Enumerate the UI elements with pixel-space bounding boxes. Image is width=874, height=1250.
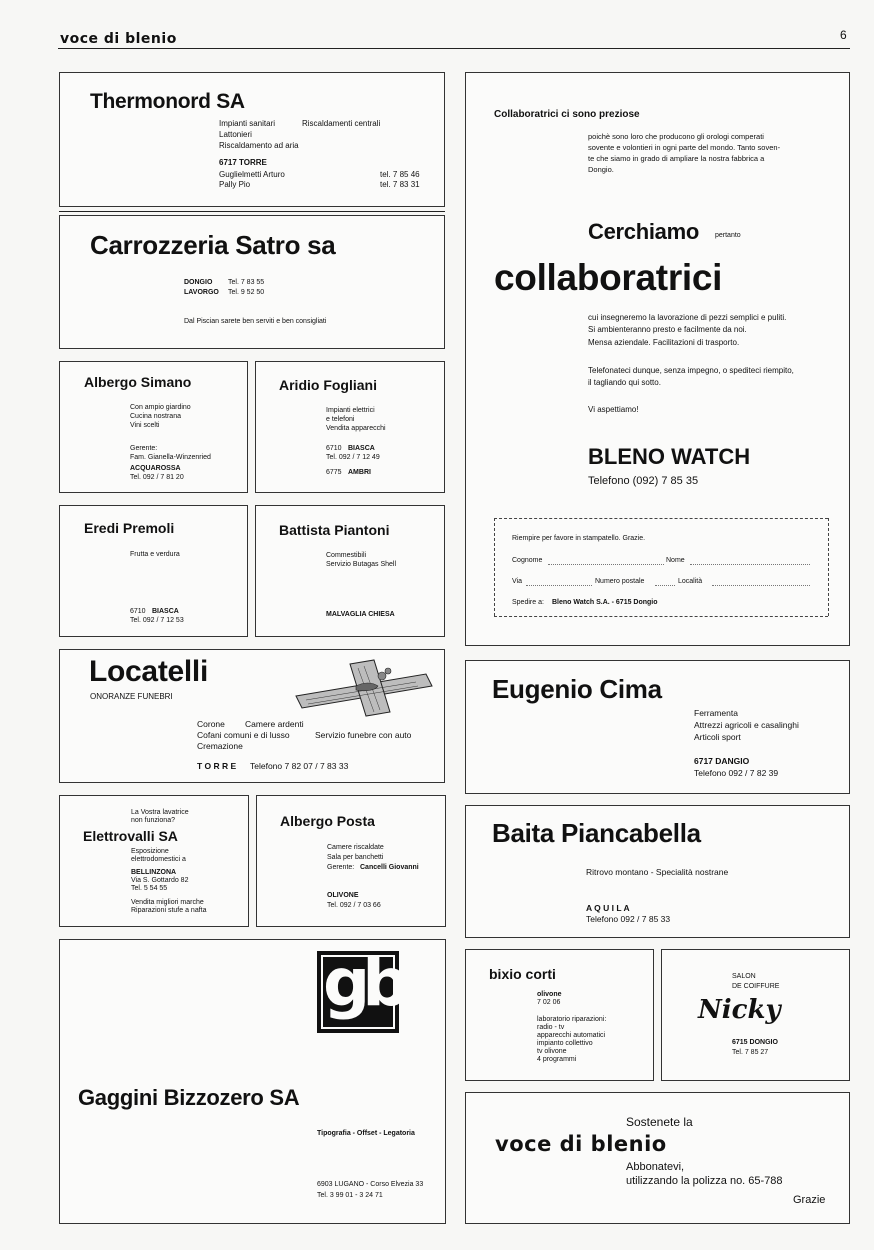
fogliani-place2: AMBRI: [348, 469, 371, 476]
cima-name: Eugenio Cima: [492, 674, 662, 704]
thermonord-service3: Lattonieri: [219, 130, 252, 139]
coupon-street-label: Via: [512, 578, 522, 585]
posta-place: OLIVONE: [327, 892, 359, 899]
ad-thermonord: [59, 72, 445, 207]
coupon-surname-label: Cognome: [512, 557, 543, 564]
piancabella-name: Baita Piancabella: [492, 818, 701, 848]
thermonord-bottom-rule: [59, 211, 445, 212]
piantoni-line2: Servizio Butagas Shell: [326, 561, 397, 568]
locatelli-line2b: Servizio funebre con auto: [315, 730, 412, 740]
bleno-para1-l4: Dongio.: [588, 165, 614, 174]
gaggini-services: Tipografia - Offset - Legatoria: [317, 1130, 415, 1137]
bixio-line1: laboratorio riparazioni:: [537, 1016, 607, 1023]
header-publication: voce di blenio: [60, 31, 177, 47]
bleno-para1-l1: poichè sono loro che producono gli orologi comperati: [588, 132, 764, 141]
simano-line3: Vini scelti: [130, 422, 160, 429]
voce-line3: utilizzando la polizza no. 65-788: [626, 1175, 783, 1187]
satro-place1: DONGIO: [184, 279, 213, 286]
bixio-line6: 4 programmi: [537, 1056, 577, 1063]
cima-place: 6717 DANGIO: [694, 756, 750, 766]
fogliani-place-code: 6710: [326, 445, 342, 452]
ad-locatelli: [59, 649, 445, 783]
gaggini-tel: Tel. 3 99 01 - 3 24 71: [317, 1192, 383, 1199]
elettrovalli-q2: non funziona?: [131, 817, 175, 824]
fogliani-place2-code: 6775: [326, 469, 342, 476]
cima-phone: Telefono 092 / 7 82 39: [694, 768, 779, 778]
satro-place2: LAVORGO: [184, 289, 219, 296]
fogliani-name: Aridio Fogliani: [279, 377, 377, 393]
ad-fogliani: [255, 361, 445, 493]
ad-nicky: [661, 949, 850, 1081]
coupon-name-label: Nome: [666, 557, 685, 564]
coupon-send-to-label: Spedire a:: [512, 599, 544, 606]
coupon-left-border: [494, 518, 495, 616]
thermonord-service4: Riscaldamento ad aria: [219, 141, 299, 150]
ad-gaggini: [59, 939, 446, 1224]
gaggini-name: Gaggini Bizzozero SA: [78, 1085, 300, 1110]
posta-manager: Cancelli Giovanni: [360, 864, 419, 871]
locatelli-phone: Telefono 7 82 07 / 7 83 33: [250, 761, 349, 771]
nicky-place: 6715 DONGIO: [732, 1039, 778, 1046]
piancabella-line1: Ritrovo montano - Specialità nostrane: [586, 867, 729, 877]
fogliani-line1: Impianti elettrici: [326, 407, 375, 414]
bleno-pertanto: pertanto: [715, 232, 741, 239]
thermonord-service2: Riscaldamenti centrali: [302, 119, 381, 128]
nicky-salon1: SALON: [732, 973, 756, 980]
satro-tel2: Tel. 9 52 50: [228, 289, 265, 296]
nicky-name: Nicky: [698, 995, 781, 1025]
coupon-town-label: Località: [678, 578, 703, 585]
fogliani-line3: Vendita apparecchi: [326, 425, 386, 432]
coupon-top-border: [494, 518, 828, 519]
satro-tel1: Tel. 7 83 55: [228, 279, 265, 286]
posta-line2: Sala per banchetti: [327, 854, 384, 861]
bleno-heading: Collaboratrici ci sono preziose: [494, 109, 640, 120]
elettrovalli-line2: elettrodomestici a: [131, 856, 186, 863]
cima-line3: Articoli sport: [694, 732, 741, 742]
simano-line2: Cucina nostrana: [130, 413, 181, 420]
thermonord-person2: Pally Pio: [219, 180, 251, 189]
ad-posta: [256, 795, 446, 927]
simano-tel: Tel. 092 / 7 81 20: [130, 474, 184, 481]
voce-name: voce di blenio: [495, 1132, 667, 1156]
premoli-name: Eredi Premoli: [84, 520, 175, 536]
bixio-name: bixio corti: [489, 966, 556, 982]
bleno-collaboratrici: collaboratrici: [494, 257, 723, 298]
voce-line1: Sostenete la: [626, 1115, 693, 1129]
page-number: 6: [840, 28, 847, 42]
posta-line1: Camere riscaldate: [327, 844, 384, 851]
elettrovalli-line1: Esposizione: [131, 848, 169, 855]
voce-line2: Abbonatevi,: [626, 1161, 685, 1173]
elettrovalli-q1: La Vostra lavatrice: [131, 809, 189, 816]
gaggini-address: 6903 LUGANO - Corso Elvezia 33: [317, 1181, 424, 1188]
coupon-street-field[interactable]: [526, 577, 592, 586]
fogliani-tel: Tel. 092 / 7 12 49: [326, 454, 380, 461]
coupon-bottom-border: [494, 616, 828, 617]
coupon-name-field[interactable]: [690, 556, 810, 565]
simano-manager-label: Gerente:: [130, 445, 158, 452]
coupon-send-to: Bleno Watch S.A. - 6715 Dongio: [552, 599, 658, 606]
simano-line1: Con ampio giardino: [130, 404, 191, 411]
simano-name: Albergo Simano: [84, 374, 192, 390]
premoli-place: BIASCA: [152, 608, 179, 615]
locatelli-place: T O R R E: [197, 761, 237, 771]
coupon-surname-field[interactable]: [548, 556, 664, 565]
piancabella-place: A Q U I L A: [586, 903, 630, 913]
cima-line1: Ferramenta: [694, 708, 738, 718]
premoli-line1: Frutta e verdura: [130, 551, 180, 558]
elettrovalli-place: BELLINZONA: [131, 869, 177, 876]
nicky-tel: Tel. 7 85 27: [732, 1049, 769, 1056]
ad-simano: [59, 361, 248, 493]
bleno-cerchiamo: Cerchiamo: [588, 219, 700, 244]
bleno-phone: Telefono (092) 7 85 35: [588, 475, 699, 487]
bixio-place: olivone: [537, 991, 562, 998]
bixio-line4: impianto collettivo: [537, 1040, 593, 1047]
premoli-tel: Tel. 092 / 7 12 53: [130, 617, 184, 624]
piantoni-line1: Commestibili: [326, 552, 367, 559]
satro-slogan: Dal Piscian sarete ben serviti e ben consigliati: [184, 318, 327, 325]
fogliani-place: BIASCA: [348, 445, 375, 452]
bleno-para2-l2: Si ambienteranno presto e facilmente da noi.: [588, 325, 747, 334]
ad-satro: [59, 215, 445, 349]
coupon-right-border: [828, 518, 829, 616]
ad-elettrovalli: [59, 795, 249, 927]
piancabella-phone: Telefono 092 / 7 85 33: [586, 914, 671, 924]
fogliani-line2: e telefoni: [326, 416, 355, 423]
coupon-town-field[interactable]: [712, 577, 810, 586]
simano-place: ACQUAROSSA: [130, 465, 181, 472]
thermonord-tel2: tel. 7 83 31: [380, 180, 420, 189]
bixio-line2: radio - tv: [537, 1024, 565, 1031]
locatelli-name: Locatelli: [89, 655, 208, 688]
thermonord-service1: Impianti sanitari: [219, 119, 276, 128]
locatelli-line2a: Cofani comuni e di lusso: [197, 730, 290, 740]
posta-name: Albergo Posta: [280, 813, 375, 829]
gaggini-logo-text: gb: [323, 944, 402, 1021]
bleno-para1-l3: te che siamo in grado di ampliare la nostra fabbrica a: [588, 154, 765, 163]
elettrovalli-tel: Tel. 5 54 55: [131, 885, 168, 892]
bleno-para2-l3: Mensa aziendale. Facilitazioni di trasporto.: [588, 338, 740, 347]
bleno-para4: Vi aspettiamo!: [588, 405, 639, 414]
premoli-place-code: 6710: [130, 608, 146, 615]
elettrovalli-line4: Riparazioni stufe a nafta: [131, 907, 207, 914]
bleno-para3-l2: il tagliando qui sotto.: [588, 378, 661, 387]
bixio-tel: 7 02 06: [537, 999, 561, 1006]
voce-thanks: Grazie: [793, 1194, 826, 1206]
thermonord-place: 6717 TORRE: [219, 158, 267, 167]
simano-manager: Fam. Gianella-Winzenried: [130, 454, 211, 461]
header-rule: [58, 48, 850, 49]
cima-line2: Attrezzi agricoli e casalinghi: [694, 720, 799, 730]
elettrovalli-line3: Vendita migliori marche: [131, 899, 204, 906]
bleno-para3-l1: Telefonateci dunque, senza impegno, o spediteci riempito,: [588, 366, 794, 375]
satro-name: Carrozzeria Satro sa: [90, 230, 336, 260]
nicky-salon2: DE COIFFURE: [732, 983, 780, 990]
ad-voce-di-blenio: [465, 1092, 850, 1224]
bixio-line5: tv olivone: [537, 1048, 567, 1055]
bixio-line3: apparecchi automatici: [537, 1032, 606, 1039]
ad-bixio: [465, 949, 654, 1081]
coupon-postcode-field[interactable]: [655, 577, 675, 586]
locatelli-line1b: Camere ardenti: [245, 719, 304, 729]
elettrovalli-street: Via S. Gottardo 82: [131, 877, 189, 884]
thermonord-tel1: tel. 7 85 46: [380, 170, 420, 179]
locatelli-subtitle: ONORANZE FUNEBRI: [90, 692, 173, 701]
thermonord-name: Thermonord SA: [90, 90, 245, 113]
ad-piancabella: [465, 805, 850, 938]
ad-cima: [465, 660, 850, 794]
locatelli-line1a: Corone: [197, 719, 225, 729]
posta-tel: Tel. 092 / 7 03 66: [327, 902, 381, 909]
gaggini-logo: [317, 944, 402, 1033]
elettrovalli-name: Elettrovalli SA: [83, 828, 178, 844]
bleno-para2-l1: cui insegneremo la lavorazione di pezzi semplici e puliti.: [588, 313, 787, 322]
crucifix-image: [286, 656, 436, 722]
locatelli-line3: Cremazione: [197, 741, 243, 751]
ad-bleno-watch: [465, 72, 850, 646]
bleno-company: BLENO WATCH: [588, 444, 751, 469]
coupon-instruction: Riempire per favore in stampatello. Grazie.: [512, 535, 646, 542]
piantoni-name: Battista Piantoni: [279, 522, 390, 538]
ad-premoli: [59, 505, 248, 637]
thermonord-person1: Guglielmetti Arturo: [219, 170, 285, 179]
piantoni-place: MALVAGLIA CHIESA: [326, 611, 395, 618]
bleno-para1-l2: sovente e volontieri in ogni parte del mondo. Tanto soven-: [588, 143, 781, 152]
coupon-postcode-label: Numero postale: [595, 578, 645, 585]
posta-manager-label: Gerente:: [327, 864, 355, 871]
ad-piantoni: [255, 505, 445, 637]
